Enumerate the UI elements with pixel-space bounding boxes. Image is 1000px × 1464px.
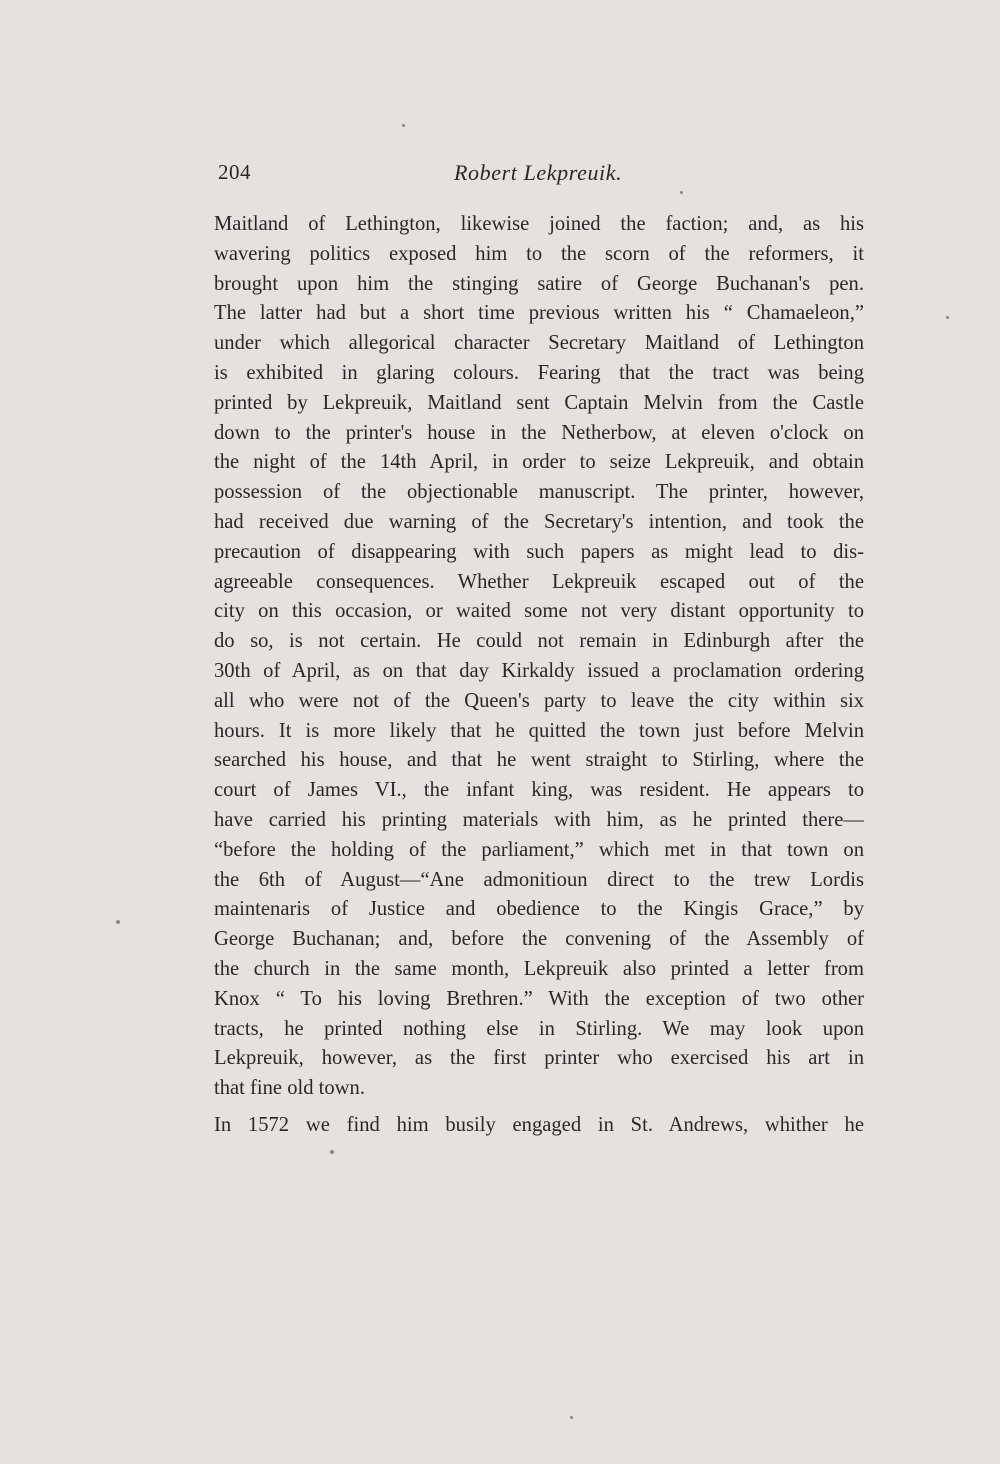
text-line: had received due warning of the Secretary's intention, and took the [214,510,864,533]
text-line: is exhibited in glaring colours. Fearing that the tract was being [214,361,864,384]
text-line: “before the holding of the parliament,” which met in that town on [214,838,864,861]
paragraph-gap [214,1104,864,1111]
text-line: do so, is not certain. He could not remain in Edinburgh after the [214,630,864,653]
text-line: wavering politics exposed him to the scorn of the reformers, it [214,242,864,265]
text-line: Maitland of Lethington, likewise joined the faction; and, as his [214,213,864,235]
paper-speck [402,124,405,127]
text-line: searched his house, and that he went straight to Stirling, where the [214,749,864,772]
paper-speck [570,1416,573,1419]
text-line: possession of the objectionable manuscript. The printer, however, [214,481,864,504]
text-line: brought upon him the stinging satire of George Buchanan's pen. [214,272,864,295]
running-title: Robert Lekpreuik. [454,160,623,185]
text-line: printed by Lekpreuik, Maitland sent Captain Melvin from the Castle [214,391,864,414]
paragraph-1 [214,210,864,1104]
paper-speck [680,191,683,194]
text-line: Lekpreuik, however, as the first printer who exercised his art in [214,1047,864,1070]
running-head [214,160,864,190]
text-line: court of James VI., the infant king, was resident. He appears to [214,779,864,802]
text-line: under which allegorical character Secretary Maitland of Lethington [214,332,864,355]
text-line: agreeable consequences. Whether Lekpreuik escaped out of the [214,570,864,593]
body-text [214,210,864,1141]
text-line: In 1572 we find him busily engaged in St. Andrews, whither he [214,1113,864,1136]
text-line: the 6th of August—“Ane admonitioun direct to the trew Lordis [214,868,864,891]
text-line: George Buchanan; and, before the convening of the Assembly of [214,928,864,951]
paper-speck [116,920,120,924]
text-line: Knox “ To his loving Brethren.” With the exception of two other [214,987,864,1010]
text-line: The latter had but a short time previous written his “ Chamaeleon,” [214,302,864,325]
paragraph-2 [214,1111,864,1141]
text-line: tracts, he printed nothing else in Stirling. We may look upon [214,1017,864,1040]
text-line: down to the printer's house in the Netherbow, at eleven o'clock on [214,421,864,444]
page-number: 204 [218,160,251,184]
text-line: the church in the same month, Lekpreuik also printed a letter from [214,957,864,980]
text-line: all who were not of the Queen's party to leave the city within six [214,689,864,712]
text-line: maintenaris of Justice and obedience to the Kingis Grace,” by [214,898,864,921]
paper-speck [330,1150,334,1154]
text-line: that fine old town. [214,1077,365,1100]
text-line: 30th of April, as on that day Kirkaldy issued a proclamation ordering [214,659,864,682]
paper-speck [946,316,949,319]
text-line: hours. It is more likely that he quitted the town just before Melvin [214,719,864,742]
text-line: have carried his printing materials with him, as he printed there— [214,808,864,831]
text-line: city on this occasion, or waited some not very distant opportunity to [214,600,864,623]
text-line: precaution of disappearing with such papers as might lead to dis- [214,540,864,563]
text-line: the night of the 14th April, in order to seize Lekpreuik, and obtain [214,451,864,474]
